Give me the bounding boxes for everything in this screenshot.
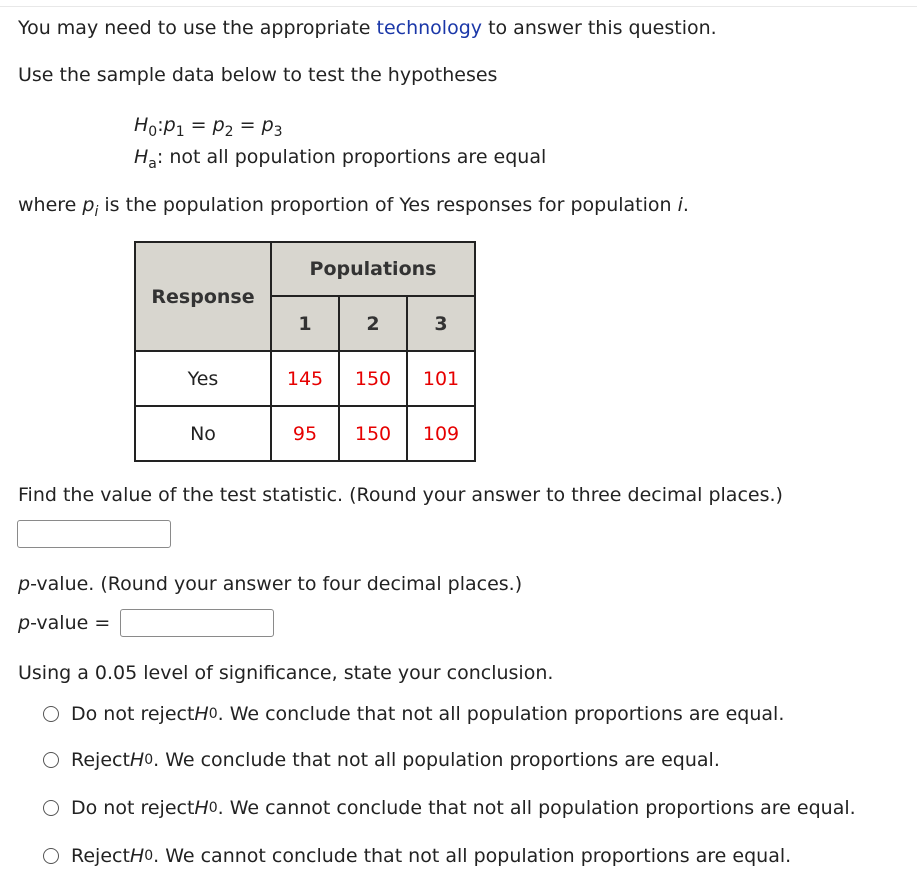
intro-text (18, 17, 717, 39)
column-header-2: 2 (339, 296, 407, 351)
p-italic: p (18, 573, 31, 595)
test-statistic-input[interactable] (17, 520, 171, 548)
table-cell: 95 (271, 406, 339, 461)
data-table (134, 241, 476, 462)
ha-sub: a (148, 156, 157, 172)
option-text: Do not reject (71, 797, 195, 819)
radio-button[interactable] (43, 800, 59, 816)
option-text: . We cannot conclude that not all population proportions are equal. (153, 845, 792, 867)
row-label: Yes (135, 351, 271, 406)
null-hypothesis (134, 114, 283, 140)
where-line (18, 194, 689, 220)
p-italic: p (18, 612, 31, 634)
h-symbol: H (129, 845, 145, 867)
ha-symbol: H (134, 146, 149, 168)
option-text: Do not reject (71, 703, 195, 725)
equals-1: = (184, 114, 213, 136)
p1-sub: 1 (175, 124, 185, 140)
table-cell: 145 (271, 351, 339, 406)
p3-sub: 3 (273, 124, 283, 140)
populations-header: Populations (271, 242, 475, 296)
table-cell: 150 (339, 406, 407, 461)
response-header: Response (135, 242, 271, 351)
technology-link[interactable]: technology (376, 17, 483, 39)
question-test-statistic: Find the value of the test statistic. (Round your answer to three decimal places.) (18, 484, 783, 506)
table-cell: 150 (339, 351, 407, 406)
row-label: No (135, 406, 271, 461)
table-row (135, 351, 475, 406)
table-cell: 101 (407, 351, 475, 406)
p-value-input[interactable] (120, 609, 274, 637)
where-part-2: is the population proportion of Yes responses for population (98, 194, 678, 216)
p2-sub: 2 (224, 124, 234, 140)
conclusion-option-3[interactable]: Do not reject H 0 . We cannot conclude that not all population proportions are equal. (43, 795, 856, 821)
table-row (135, 406, 475, 461)
question-conclusion: Using a 0.05 level of significance, state your conclusion. (18, 662, 554, 684)
conclusion-option-2[interactable]: Reject H 0 . We conclude that not all population proportions are equal. (43, 747, 720, 773)
i-symbol: i (677, 194, 683, 216)
pi-symbol: p (82, 194, 95, 216)
p2-symbol: p (212, 114, 225, 136)
h-symbol: H (194, 797, 209, 819)
where-part-1: where (18, 194, 83, 216)
h-symbol: H (134, 114, 149, 136)
h-symbol: H (194, 703, 209, 725)
p-value-label-text: -value = (30, 612, 111, 634)
h-sub: 0 (148, 124, 158, 140)
option-text: . We cannot conclude that not all population proportions are equal. (217, 797, 856, 819)
option-text: . We conclude that not all population proportions are equal. (217, 703, 785, 725)
conclusion-option-1[interactable]: Do not reject H 0 . We conclude that not all population proportions are equal. (43, 701, 784, 727)
intro-after: to answer this question. (482, 17, 717, 39)
question-p-value-text: -value. (Round your answer to four decimal places.) (30, 573, 523, 595)
alt-hypothesis (134, 146, 547, 172)
conclusion-option-4[interactable]: Reject H 0 . We cannot conclude that not all population proportions are equal. (43, 843, 791, 869)
h-symbol: H (129, 749, 145, 771)
where-part-3: . (682, 194, 689, 216)
option-text: . We conclude that not all population proportions are equal. (153, 749, 720, 771)
column-header-3: 3 (407, 296, 475, 351)
column-header-1: 1 (271, 296, 339, 351)
p1-symbol: p (163, 114, 176, 136)
intro-before: You may need to use the appropriate (18, 17, 377, 39)
instruction-text: Use the sample data below to test the hypotheses (18, 64, 498, 86)
alt-hypothesis-text: : not all population proportions are equal (156, 146, 547, 168)
p-value-label (18, 612, 110, 634)
equals-2: = (233, 114, 262, 136)
option-text: Reject (71, 845, 130, 867)
p3-symbol: p (261, 114, 274, 136)
table-cell: 109 (407, 406, 475, 461)
radio-button[interactable] (43, 848, 59, 864)
top-border (0, 0, 917, 7)
radio-button[interactable] (43, 706, 59, 722)
radio-button[interactable] (43, 752, 59, 768)
question-p-value (18, 573, 522, 595)
colon: : (157, 114, 164, 136)
option-text: Reject (71, 749, 130, 771)
pi-sub: i (94, 204, 99, 220)
